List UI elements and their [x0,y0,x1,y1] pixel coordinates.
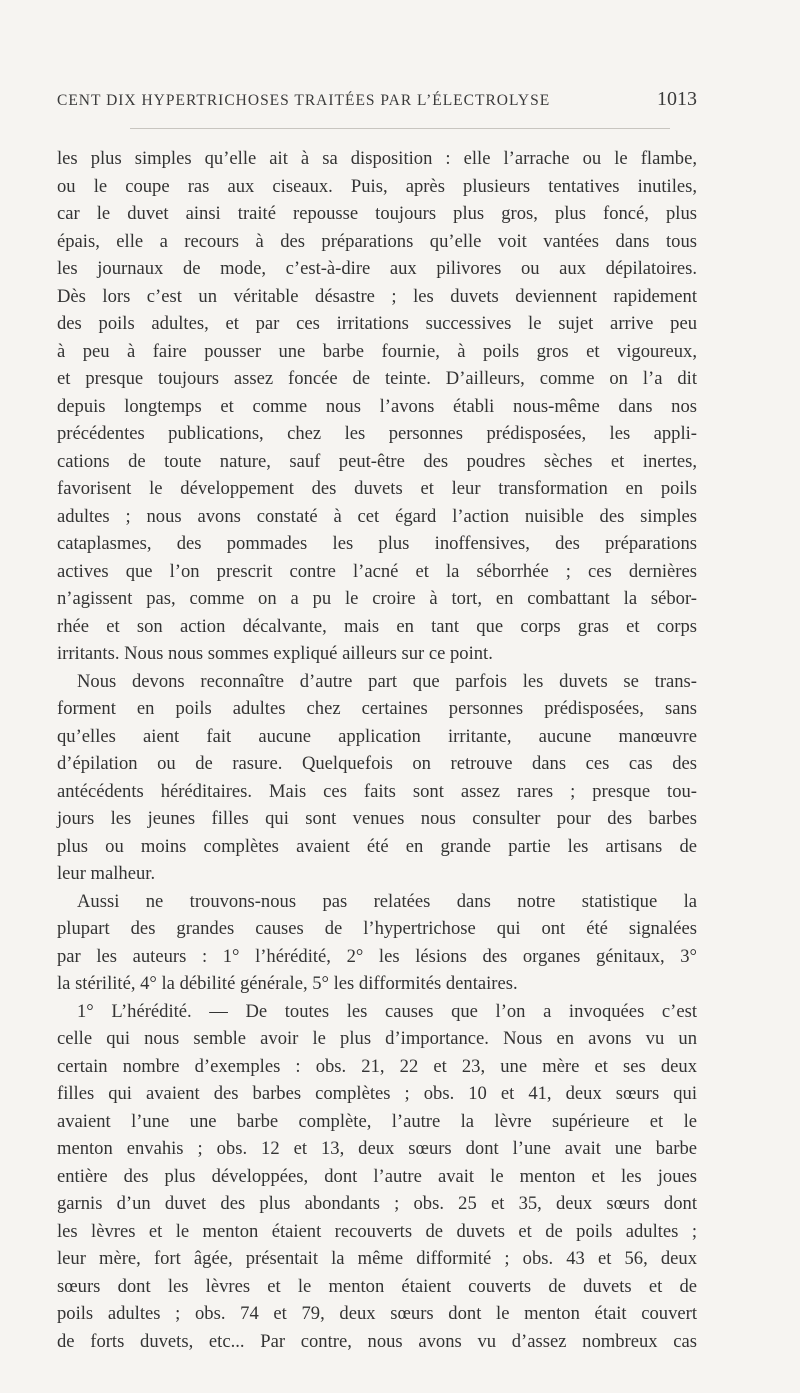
text-line: adultes ; nous avons constaté à cet égard l’action nuisible des simples [57,505,697,527]
text-line: cataplasmes, des pommades les plus inoffensives, des préparations [57,533,697,554]
text-line: leur mère, fort âgée, présentait la même difformité ; obs. 43 et 56, deux [57,1248,697,1269]
text-line: irritants. Nous nous sommes expliqué ailleurs sur ce point. [57,643,493,664]
header-rule [130,128,670,129]
text-line: celle qui nous semble avoir le plus d’importance. Nous en avons vu un [57,1028,697,1049]
text-line: leur malheur. [57,863,156,884]
running-title: CENT DIX HYPERTRICHOSES TRAITÉES PAR L’ÉLECTROLYSE [57,92,551,109]
text-line: menton envahis ; obs. 12 et 13, deux sœurs dont l’une avait une barbe [57,1138,697,1159]
text-line: n’agissent pas, comme on a pu le croire à tort, en combattant la sébor- [57,588,697,609]
text-line: avaient l’une une barbe complète, l’autre la lèvre supérieure et le [57,1110,697,1132]
text-line: filles qui avaient des barbes complètes ; obs. 10 et 41, deux sœurs qui [57,1083,697,1104]
text-line: d’épilation ou de rasure. Quelquefois on retrouve dans ces cas des [57,753,697,774]
text-line: favorisent le développement des duvets et leur transformation en poils [57,478,697,499]
text-line: ou le coupe ras aux ciseaux. Puis, après plusieurs tentatives inutiles, [57,175,697,197]
text-line: qu’elles aient fait aucune application irritante, aucune manœuvre [57,725,697,747]
text-line: les lèvres et le menton étaient recouverts de duvets et de poils adultes ; [57,1220,697,1242]
text-line: jours les jeunes filles qui sont venues nous consulter pour des barbes [57,808,697,829]
text-line: actives que l’on prescrit contre l’acné et la séborrhée ; ces dernières [57,560,697,582]
text-line: depuis longtemps et comme nous l’avons établi nous-même dans nos [57,395,697,417]
text-line: cations de toute nature, sauf peut-être des poudres sèches et inertes, [57,450,697,472]
text-line: épais, elle a recours à des préparations qu’elle voit vantées dans tous [57,230,697,252]
text-line: poils adultes ; obs. 74 et 79, deux sœurs dont le menton était couvert [57,1303,697,1324]
text-line: par les auteurs : 1° l’hérédité, 2° les lésions des organes génitaux, 3° [57,945,697,967]
page-header [57,88,697,118]
text-line: et presque toujours assez foncée de teinte. D’ailleurs, comme on l’a dit [57,368,697,389]
body-text [57,145,697,1355]
text-line: précédentes publications, chez les personnes prédisposées, les appli- [57,423,697,444]
text-line: des poils adultes, et par ces irritations successives le sujet arrive peu [57,313,697,334]
text-line: sœurs dont les lèvres et le menton étaient couverts de duvets et de [57,1275,697,1297]
text-line: rhée et son action décalvante, mais en tant que corps gras et corps [57,615,697,637]
text-line: les plus simples qu’elle ait à sa disposition : elle l’arrache ou le flambe, [57,148,697,169]
text-line: Aussi ne trouvons-nous pas relatées dans notre statistique la [77,890,697,912]
text-line: forment en poils adultes chez certaines personnes prédisposées, sans [57,698,697,719]
text-line: antécédents héréditaires. Mais ces faits sont assez rares ; presque tou- [57,780,697,802]
text-line: la stérilité, 4° la débilité générale, 5° les difformités dentaires. [57,973,518,994]
text-line: plupart des grandes causes de l’hypertrichose qui ont été signalées [57,918,697,939]
text-line: de forts duvets, etc... Par contre, nous avons vu d’assez nombreux cas [57,1330,697,1352]
page-number: 1013 [657,88,697,110]
text-line: Dès lors c’est un véritable désastre ; les duvets deviennent rapidement [57,285,697,307]
text-line: 1° L’hérédité. — De toutes les causes que l’on a invoquées c’est [77,1000,697,1022]
text-line: entière des plus développées, dont l’autre avait le menton et les joues [57,1165,697,1187]
text-line: les journaux de mode, c’est-à-dire aux pilivores ou aux dépilatoires. [57,258,697,279]
text-line: car le duvet ainsi traité repousse toujours plus gros, plus foncé, plus [57,203,697,224]
text-line: Nous devons reconnaître d’autre part que parfois les duvets se trans- [77,670,697,692]
text-line: plus ou moins complètes avaient été en grande partie les artisans de [57,835,697,857]
text-line: à peu à faire pousser une barbe fournie, à poils gros et vigoureux, [57,340,697,362]
text-line: garnis d’un duvet des plus abondants ; obs. 25 et 35, deux sœurs dont [57,1193,697,1214]
text-line: certain nombre d’exemples : obs. 21, 22 et 23, une mère et ses deux [57,1055,697,1077]
